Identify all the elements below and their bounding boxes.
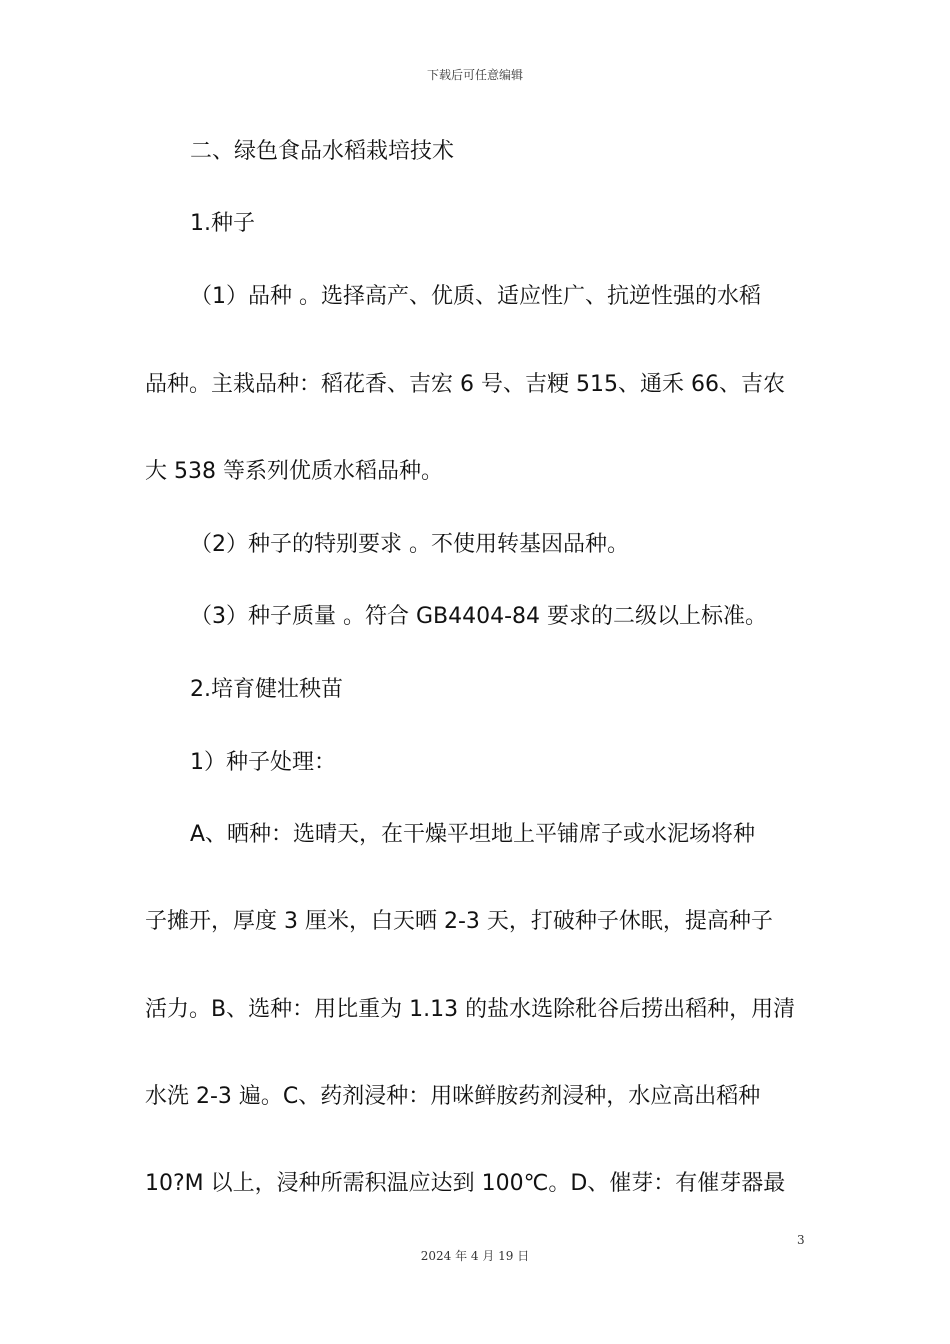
footer-date: 2024 年 4 月 19 日 xyxy=(420,1249,530,1263)
page-number: 3 xyxy=(797,1233,805,1247)
paragraph-line: A、晒种：选晴天，在干燥平坦地上平铺席子或水泥场将种 xyxy=(190,822,756,847)
paragraph-line: 品种。主栽品种：稻花香、吉宏 6 号、吉粳 515、通禾 66、吉农 xyxy=(145,372,785,397)
paragraph-line: 子摊开，厚度 3 厘米，白天晒 2-3 天，打破种子休眠，提高种子 xyxy=(145,909,773,934)
paragraph-line: （2）种子的特别要求 。不使用转基因品种。 xyxy=(190,532,629,557)
paragraph-line: （1）品种 。选择高产、优质、适应性广、抗逆性强的水稻 xyxy=(190,284,761,309)
paragraph-line: 活力。B、选种：用比重为 1.13 的盐水选除秕谷后捞出稻种，用清 xyxy=(145,997,796,1022)
section-heading: 二、绿色食品水稻栽培技术 xyxy=(190,139,455,164)
paragraph-line: （3）种子质量 。符合 GB4404-84 要求的二级以上标准。 xyxy=(190,604,768,629)
paragraph-line: 10?M 以上，浸种所需积温应达到 100℃。D、催芽：有催芽器最 xyxy=(145,1171,786,1196)
subsection-heading: 2.培育健壮秧苗 xyxy=(190,677,343,702)
subsection-heading: 1.种子 xyxy=(190,211,255,236)
paragraph-line: 1）种子处理： xyxy=(190,750,336,775)
paragraph-line: 水洗 2-3 遍。C、药剂浸种：用咪鲜胺药剂浸种，水应高出稻种 xyxy=(145,1084,761,1109)
page-header: 下载后可任意编辑 xyxy=(426,68,523,82)
paragraph-line: 大 538 等系列优质水稻品种。 xyxy=(145,459,443,484)
